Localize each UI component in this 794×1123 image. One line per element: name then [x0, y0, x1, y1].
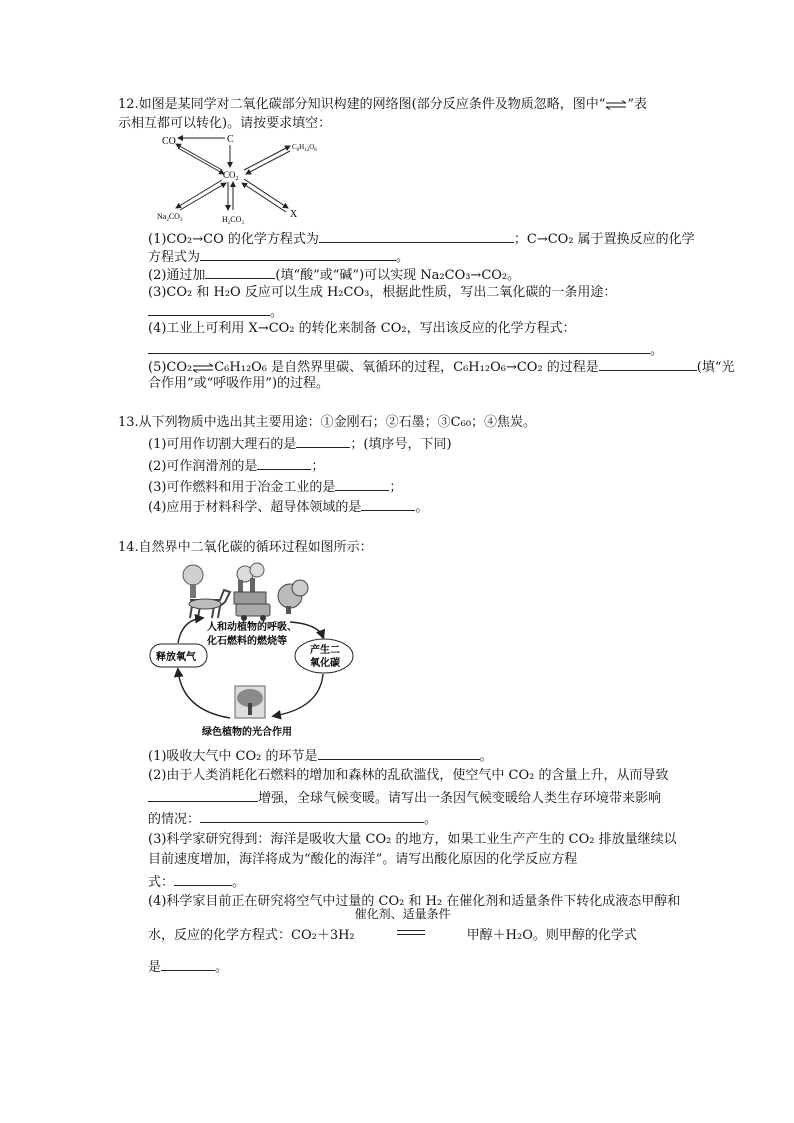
q12-intro-line2: 示相互都可以转化)。请按要求填空：: [118, 116, 332, 131]
carbon-cycle-diagram: [140, 558, 360, 740]
co2-network-diagram: [140, 130, 380, 230]
answer-blank-12-1a[interactable]: [319, 229, 514, 243]
tree-illustration: [183, 565, 203, 598]
answer-blank-12-3[interactable]: [148, 302, 270, 316]
answer-blank-13-3[interactable]: [335, 477, 389, 491]
reaction-condition-label: 催化剂、适量条件: [354, 907, 451, 921]
node-na2co3: $Na_2CO_3$: [157, 212, 183, 223]
node-co: CO: [162, 136, 176, 147]
reaction-condition-arrow: [354, 907, 467, 939]
q13-part3: (3)可作燃料和用于冶金工业的是 ；: [148, 477, 402, 496]
answer-blank-14-2a[interactable]: [148, 788, 258, 802]
q14-part2-line1: (2)由于人类消耗化石燃料的增加和森林的乱砍滥伐，使空气中 CO₂ 的含量上升，从而导致: [148, 768, 669, 783]
q12-part3: (3)CO₂ 和 H₂O 反应可以生成 H₂CO₃，根据此性质，写出二氧化碳的一条用途：: [148, 285, 617, 300]
q12-intro-line1: [118, 96, 647, 113]
q13-part1: (1)可用作切割大理石的是 ；(填序号，下同): [148, 434, 452, 453]
q14-part3-line3: 式： 。: [148, 872, 245, 891]
node-x: X: [290, 209, 298, 220]
q14-part2-line3: 的情况： 。: [148, 809, 437, 828]
label-release-oxygen: 释放氧气: [156, 652, 196, 663]
q12-part2: (2)通过加 (填“酸”或“碱”)可以实现 Na₂CO₃→CO₂。: [148, 265, 520, 284]
q12-part5-line2: 合作用”或“呼吸作用”)的过程。: [148, 376, 330, 391]
label-produce-2: 氧化碳: [310, 658, 340, 669]
node-h2co3: $H_2CO_3$: [222, 215, 244, 226]
q12-intro-tail: ”表: [627, 97, 648, 112]
q14-part1: (1)吸收大气中 CO₂ 的环节是 。: [148, 746, 493, 765]
answer-blank-14-2b[interactable]: [200, 809, 424, 823]
node-c: C: [227, 134, 234, 145]
q14-part3-line2: 目前速度增加，海洋将成为“酸化的海洋”。请写出酸化原因的化学反应方程: [148, 852, 578, 867]
q12-part5: (5)CO₂ C₆H₁₂O₆ 是自然界里碳、氧循环的过程，C₆H₁₂O₆→CO₂ 的过程是 (填“光: [148, 357, 735, 376]
q12-part1-line2: 方程式为 。: [148, 247, 409, 266]
double-arrow-icon: [192, 363, 214, 373]
q12-part3-answer: 。: [148, 302, 283, 321]
answer-blank-12-2[interactable]: [205, 265, 275, 279]
q14-part4-line2: 水，反应的化学方程式：CO₂＋3H₂ 催化剂、适量条件 甲醇＋H₂O。则甲醇的化学式: [148, 907, 637, 943]
label-respiration: 人和动植物的呼吸、: [207, 622, 297, 633]
answer-blank-12-1b[interactable]: [200, 247, 396, 261]
answer-blank-12-4[interactable]: [148, 340, 650, 354]
answer-blank-13-2[interactable]: [257, 456, 311, 470]
answer-blank-14-4[interactable]: [161, 957, 215, 971]
q13-intro: 13.从下列物质中选出其主要用途：①金刚石；②石墨；③C₆₀；④焦炭。: [118, 415, 537, 430]
q12-part1-line1: (1)CO₂→CO 的化学方程式为 ；C→CO₂ 属于置换反应的化学: [148, 229, 695, 248]
answer-blank-14-3[interactable]: [174, 872, 232, 886]
big-tree-illustration: [235, 686, 265, 718]
node-c6h12o6: $C_6H_{12}O_6$: [292, 143, 317, 153]
q13-part4: (4)应用于材料科学、超导体领域的是 。: [148, 497, 428, 516]
q12-part4-answer: 。: [148, 340, 663, 359]
q14-part3-line1: (3)科学家研究得到：海洋是吸收大量 CO₂ 的地方，如果工业生产产生的 CO₂ 排放量继续以: [148, 832, 677, 847]
q14-part4-line1: (4)科学家目前正在研究将空气中过量的 CO₂ 和 H₂ 在催化剂和适量条件下转化成液态甲醇和: [148, 894, 681, 909]
q13-part2: (2)可作润滑剂的是 ；: [148, 456, 324, 475]
answer-blank-14-1[interactable]: [318, 746, 480, 760]
q14-part2-line2: 增强，全球气候变暖。请写出一条因气候变暖给人类生存环境带来影响: [148, 788, 661, 807]
answer-blank-12-5[interactable]: [599, 357, 697, 371]
double-arrow-icon: [605, 100, 627, 110]
vehicle-illustration: [236, 604, 270, 621]
bush-illustration: [278, 580, 308, 614]
label-photosynthesis: 绿色植物的光合作用: [202, 727, 292, 738]
answer-blank-13-1[interactable]: [296, 434, 350, 448]
q14-part4-line3: 是 。: [148, 957, 228, 976]
factory-illustration: [234, 563, 266, 604]
label-combustion: 化石燃料的燃烧等: [207, 636, 287, 647]
q14-intro: 14.自然界中二氧化碳的循环过程如图所示：: [118, 540, 373, 555]
q12-intro-text: 12.如图是某同学对二氧化碳部分知识构建的网络图(部分反应条件及物质忽略，图中“: [118, 97, 606, 112]
q12-part4: (4)工业上可利用 X→CO₂ 的转化来制备 CO₂，写出该反应的化学方程式：: [148, 321, 576, 336]
label-produce-1: 产生二: [310, 645, 340, 656]
node-co2: $CO_2$: [223, 170, 239, 182]
answer-blank-13-4[interactable]: [361, 497, 415, 511]
